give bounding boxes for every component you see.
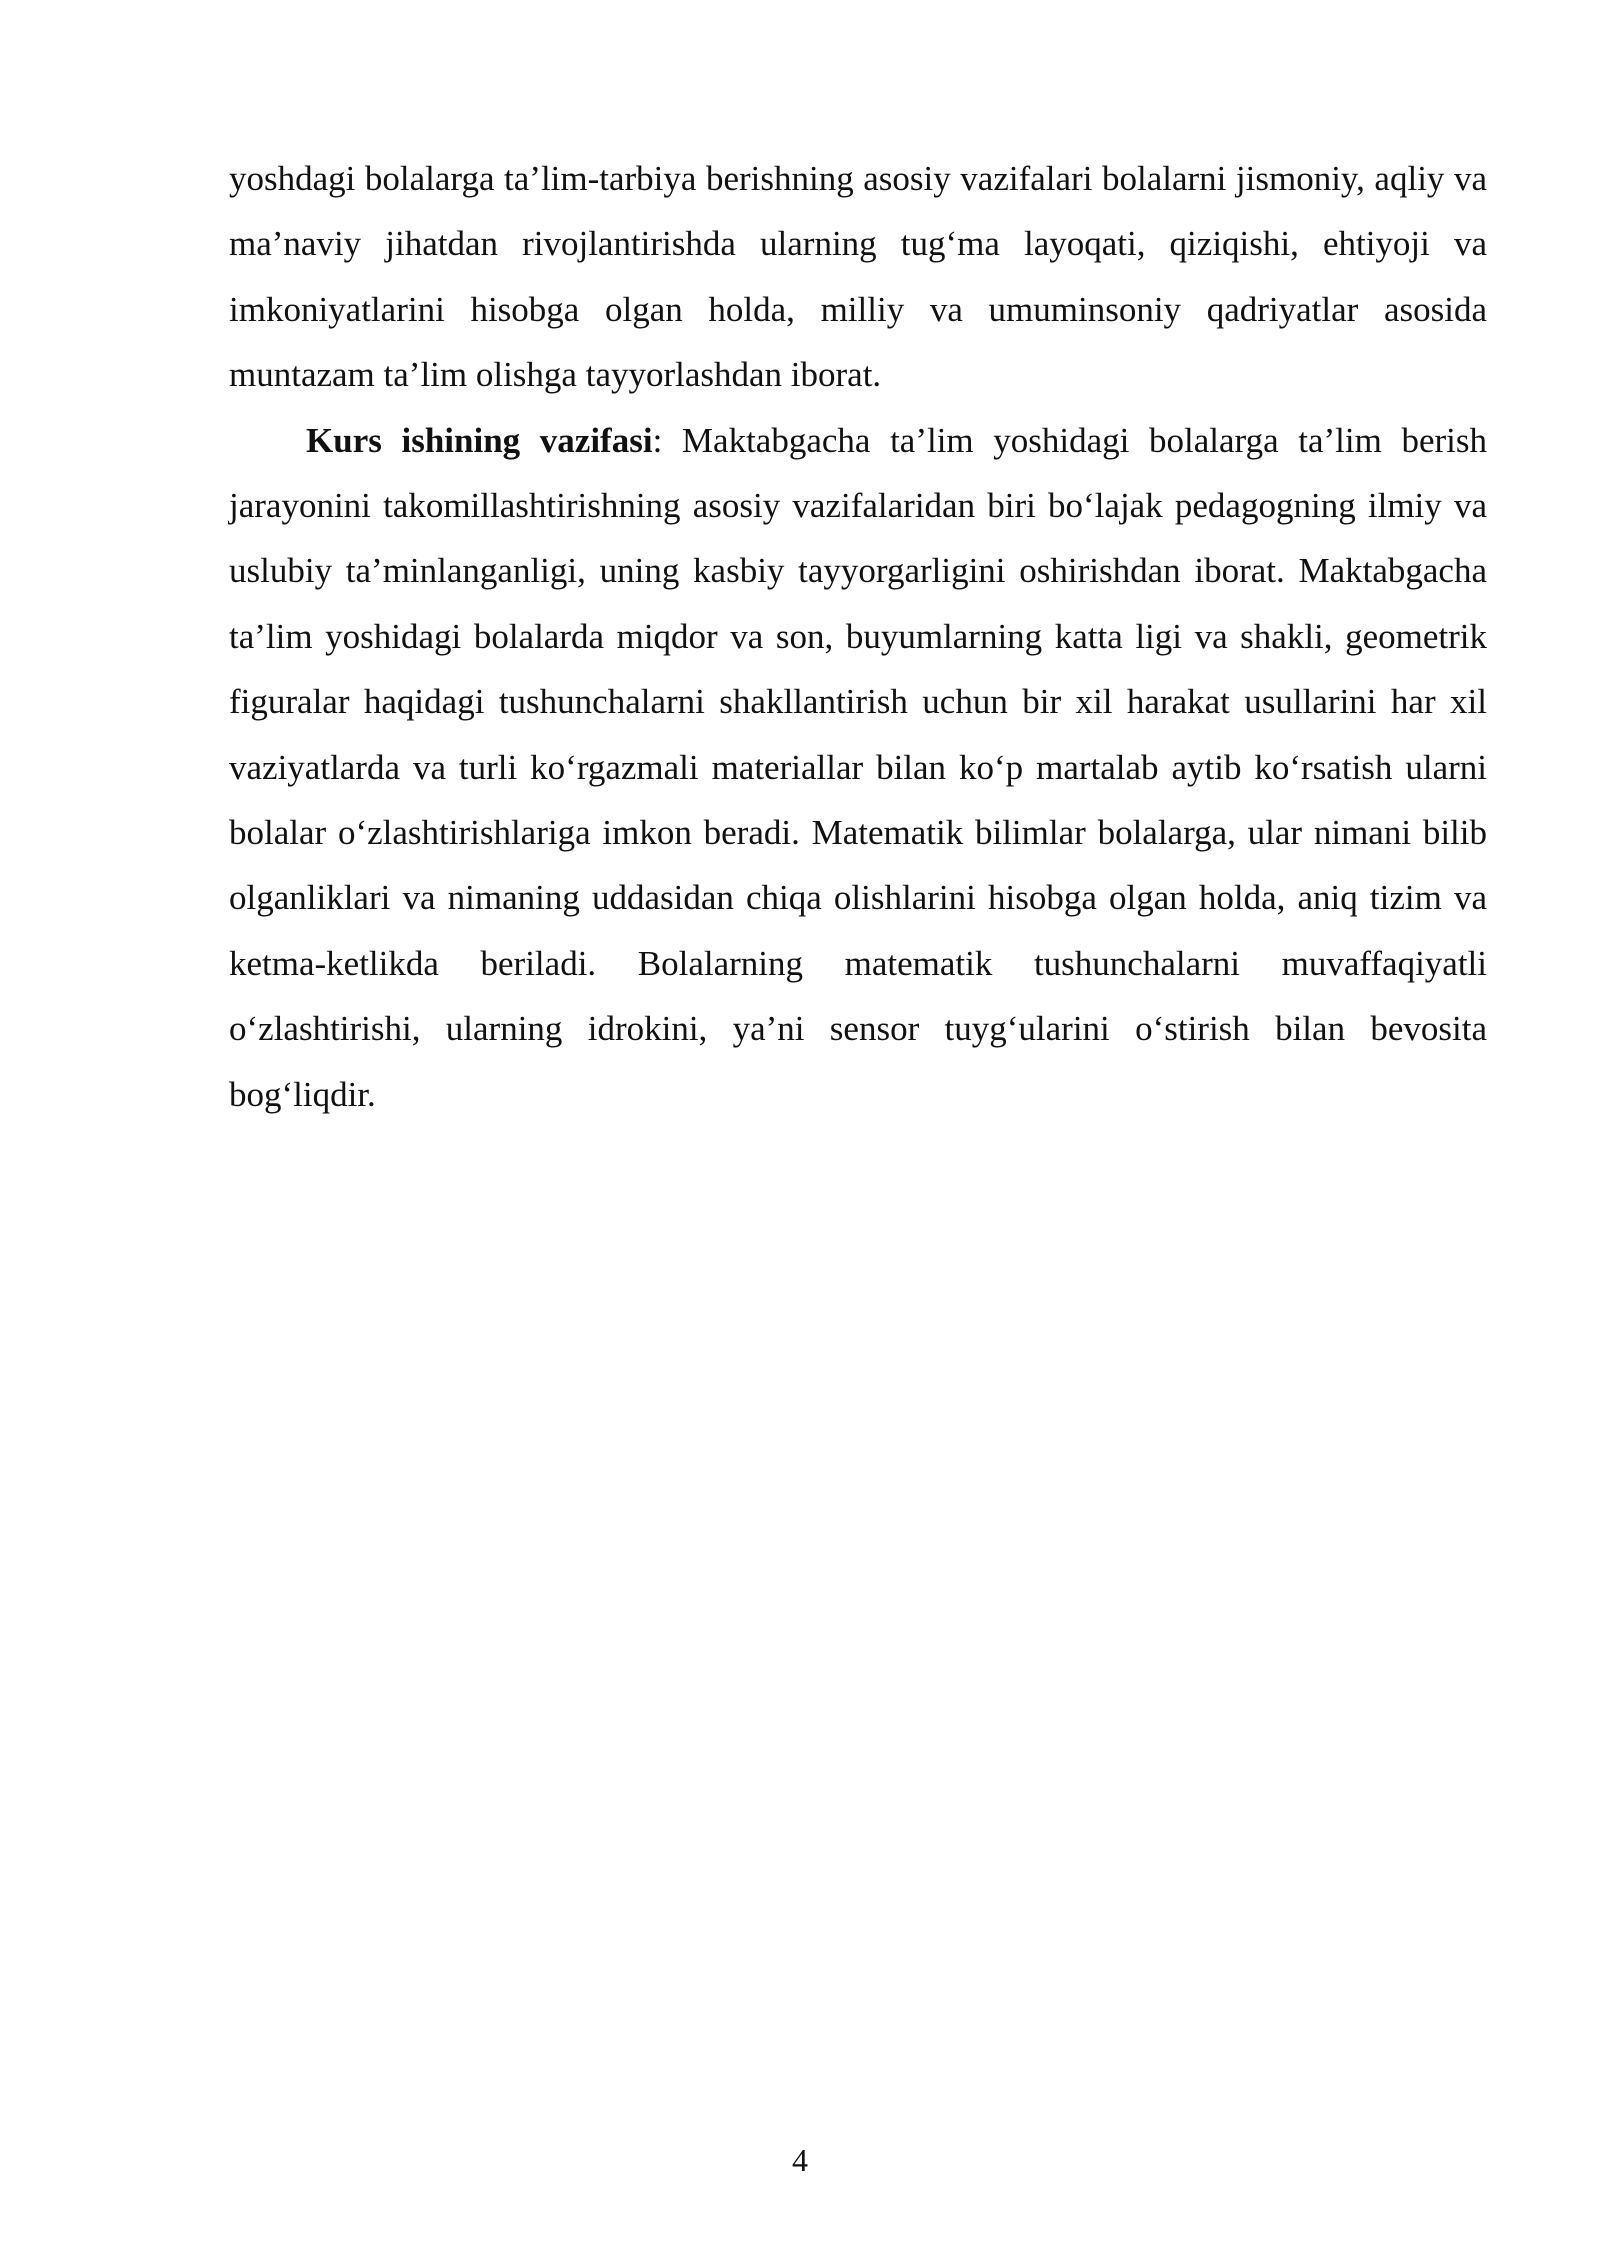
paragraph-2-bold-lead: Kurs ishining vazifasi [306,420,653,460]
page-number: 4 [792,2142,808,2178]
paragraph-2-text: : Maktabgacha ta’lim yoshidagi bolalarga ta’lim berish jarayonini takomillashtirishning asosiy vazifalaridan biri bo‘lajak pedagogning ilmiy va uslubiy ta’minlanganligi, uning kasbiy tayyorgarligini oshirishdan iborat. Maktabgacha ta’lim yoshidagi bolalarda miqdor va son, buyumlarning katta ligi va shakli, geometrik figuralar haqidagi tushunchalarni shakllantirish uchun bir xil harakat usullarini har xil vaziyatlarda va turli ko‘rgazmali materiallar bilan ko‘p martalab aytib ko‘rsatish ularni bolalar o‘zlashtirishlariga imkon beradi. Matematik bilimlar bolalarga, ular nimani bilib olganliklari va nimaning uddasidan chiqa olishlarini hisobga olgan holda, aniq tizim va ketma-ketlikda beriladi. Bolalarning matematik tushunchalarni muvaffaqiyatli o‘zlashtirishi, ularning idrokini, ya’ni sensor tuyg‘ularini o‘stirish bilan bevosita bog‘liqdir. [229,420,1487,1114]
paragraph-1: yoshdagi bolalarga ta’lim-tarbiya berishning asosiy vazifalari bolalarni jismoniy, aqliy va ma’naviy jihatdan rivojlantirishda ularning tug‘ma layoqati, qiziqishi, ehtiyoji va imkoniyatlarini hisobga olgan holda, milliy va umuminsoniy qadriyatlar asosida muntazam ta’lim olishga tayyorlashdan iborat. [229,159,1487,395]
paragraph-2 [229,408,1487,1127]
body-text [229,146,1487,1127]
